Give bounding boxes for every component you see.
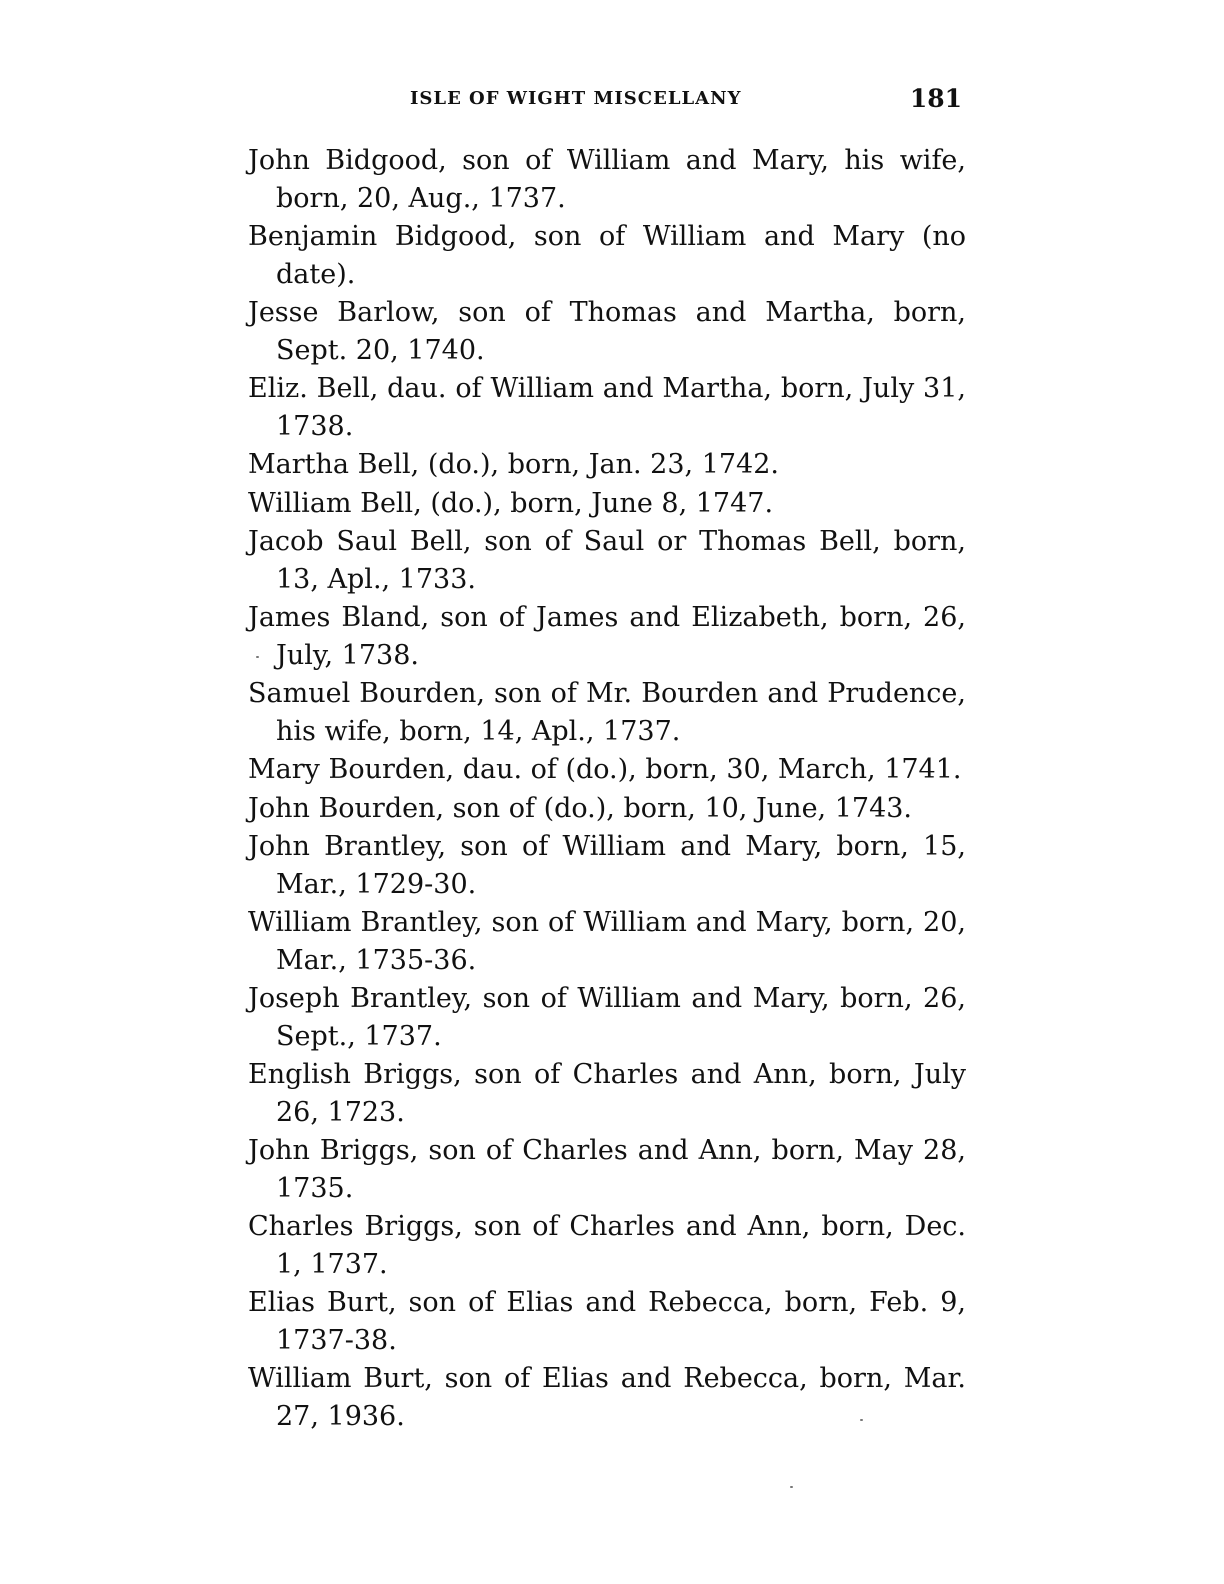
record-entry: James Bland, son of James and Elizabeth, born, 26, July, 1738. <box>248 602 966 671</box>
record-entry: English Briggs, son of Charles and Ann, born, July 26, 1723. <box>248 1059 966 1128</box>
scan-speck <box>860 1419 863 1421</box>
record-entry: Elias Burt, son of Elias and Rebecca, born, Feb. 9, 1737-38. <box>248 1287 966 1356</box>
record-entry: Eliz. Bell, dau. of William and Martha, born, July 31, 1738. <box>248 373 966 442</box>
record-entry: Charles Briggs, son of Charles and Ann, born, Dec. 1, 1737. <box>248 1211 966 1280</box>
record-entry: Samuel Bourden, son of Mr. Bourden and Prudence, his wife, born, 14, Apl., 1737. <box>248 678 966 747</box>
record-entry: William Brantley, son of William and Mary, born, 20, Mar., 1735-36. <box>248 907 966 976</box>
record-entry: John Briggs, son of Charles and Ann, born, May 28, 1735. <box>248 1135 966 1204</box>
record-entry: William Bell, (do.), born, June 8, 1747. <box>248 487 774 519</box>
record-entry: John Bidgood, son of William and Mary, his wife, born, 20, Aug., 1737. <box>248 145 966 214</box>
record-entry: Jesse Barlow, son of Thomas and Martha, born, Sept. 20, 1740. <box>248 297 966 366</box>
birth-record-list <box>248 142 966 1436</box>
running-head <box>250 82 966 118</box>
record-entry: Mary Bourden, dau. of (do.), born, 30, March, 1741. <box>248 754 962 785</box>
record-entry: Martha Bell, (do.), born, Jan. 23, 1742. <box>248 449 779 480</box>
scan-speck <box>256 656 259 658</box>
record-entry: William Burt, son of Elias and Rebecca, born, Mar. 27, 1936. <box>248 1363 966 1432</box>
record-entry: Jacob Saul Bell, son of Saul or Thomas Bell, born, 13, Apl., 1733. <box>248 526 966 595</box>
record-entry: Benjamin Bidgood, son of William and Mary (no date). <box>248 221 966 290</box>
record-entry: John Brantley, son of William and Mary, born, 15, Mar., 1729-30. <box>248 831 966 900</box>
record-entry: Joseph Brantley, son of William and Mary, born, 26, Sept., 1737. <box>248 983 966 1052</box>
scan-speck <box>790 1486 793 1488</box>
running-title: ISLE OF WIGHT MISCELLANY <box>410 88 742 109</box>
page-number: 181 <box>909 84 962 113</box>
record-entry: John Bourden, son of (do.), born, 10, June, 1743. <box>248 792 913 824</box>
